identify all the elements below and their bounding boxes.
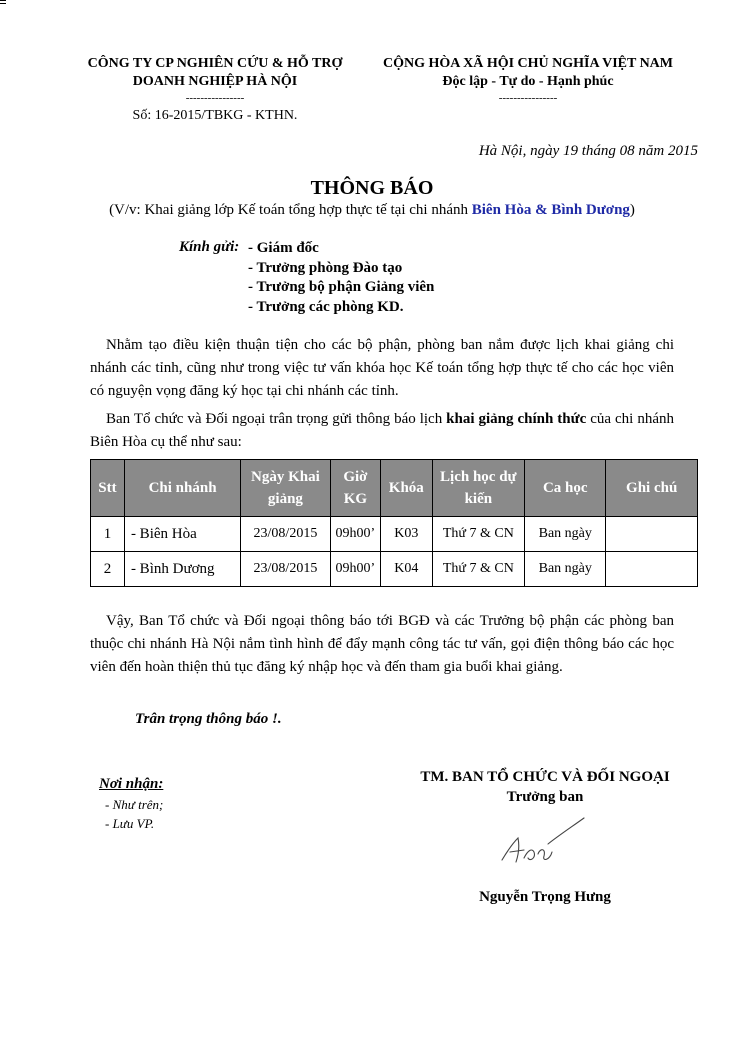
table-cell: Ban ngày	[525, 552, 606, 587]
paragraph-announcement	[90, 408, 674, 454]
table-cell: - Biên Hòa	[124, 517, 240, 552]
col-header: Lịch học dự kiến	[432, 460, 525, 517]
table-cell: Ban ngày	[525, 517, 606, 552]
header-right-dashes: ----------------	[498, 92, 558, 104]
header-left-dashes: ----------------	[185, 92, 245, 104]
col-header: Chi nhánh	[124, 460, 240, 517]
col-header: Khóa	[381, 460, 432, 517]
paragraph2-after: của chi nhánh Biên Hòa cụ thể như sau:	[90, 411, 674, 450]
schedule-table	[90, 459, 698, 587]
paragraph2-bold: khai giảng chính thức	[446, 411, 587, 427]
table-cell: Thứ 7 & CN	[432, 517, 525, 552]
recipient-item: - Giám đốc	[248, 240, 319, 256]
table-cell: Thứ 7 & CN	[432, 552, 525, 587]
receivers-list	[105, 795, 163, 833]
table-cell: - Bình Dương	[124, 552, 240, 587]
table-cell: K03	[381, 517, 432, 552]
recipient-item: - Trưởng bộ phận Giảng viên	[248, 279, 435, 295]
header-right	[368, 55, 688, 105]
table-row	[91, 517, 698, 552]
table-cell: 1	[91, 517, 125, 552]
nation-line2: Độc lập - Tự do - Hạnh phúc	[442, 74, 614, 89]
table-cell	[606, 517, 698, 552]
col-header: Giờ KG	[330, 460, 380, 517]
receivers-label: Nơi nhận:	[99, 776, 164, 792]
paragraph2-before: Ban Tổ chức và Đối ngoại trân trọng gửi thông báo lịch	[106, 411, 447, 427]
org-name-line2: DOANH NGHIỆP HÀ NỘI	[132, 74, 298, 89]
recipients-list	[248, 239, 434, 317]
table-cell: K04	[381, 552, 432, 587]
subject-suffix: )	[629, 202, 635, 218]
paragraph-intro: Nhằm tạo điều kiện thuận tiện cho các bộ phận, phòng ban nắm được lịch khai giảng chi nhánh các tỉnh, cũng như trong việc tư vấn khóa học Kế toán tổng hợp thực tế cho các học viên có nguyện vọng đăng ký học tại chi nhánh các tỉnh.	[90, 337, 674, 399]
closing-line: Trân trọng thông báo !.	[135, 711, 282, 727]
table-row	[91, 552, 698, 587]
doc-number: Số: 16-2015/TBKG - KTHN.	[132, 108, 298, 123]
receiver-item: - Như trên;	[105, 797, 164, 812]
col-header: Ngày Khai giảng	[241, 460, 331, 517]
table-cell: 09h00’	[330, 552, 380, 587]
recipient-item: - Trưởng phòng Đào tạo	[248, 259, 403, 276]
nation-line1: CỘNG HÒA XÃ HỘI CHỦ NGHĨA VIỆT NAM	[382, 56, 673, 71]
table-cell	[606, 552, 698, 587]
table-cell: 23/08/2015	[241, 517, 331, 552]
signature-org: TM. BAN TỔ CHỨC VÀ ĐỐI NGOẠI	[420, 769, 670, 785]
subject-branches: Biên Hòa & Bình Dương	[471, 202, 630, 218]
document-title: THÔNG BÁO	[310, 177, 434, 199]
col-header: Ghi chú	[606, 460, 698, 517]
date-line: Hà Nội, ngày 19 tháng 08 năm 2015	[478, 143, 698, 159]
col-header: Stt	[91, 460, 125, 517]
col-header: Ca học	[525, 460, 606, 517]
table-cell: 2	[91, 552, 125, 587]
table-cell: 23/08/2015	[241, 552, 331, 587]
corner-mark	[0, 0, 6, 7]
table-cell: 09h00’	[330, 517, 380, 552]
recipients-label: Kính gửi:	[179, 239, 240, 255]
subject-prefix: (V/v: Khai giảng lớp Kế toán tổng hợp thực tế tại chi nhánh	[109, 202, 472, 218]
handwritten-signature	[498, 808, 588, 874]
table-header-row	[91, 460, 698, 517]
signer-name: Nguyễn Trọng Hưng	[479, 889, 611, 905]
subject-line	[40, 202, 704, 219]
receiver-item: - Lưu VP.	[105, 816, 155, 831]
header-left	[70, 55, 360, 125]
signature-role: Trưởng ban	[506, 789, 584, 805]
org-name-line1: CÔNG TY CP NGHIÊN CỨU & HỖ TRỢ	[87, 56, 343, 71]
recipient-item: - Trưởng các phòng KD.	[248, 298, 404, 315]
paragraph-conclusion: Vậy, Ban Tổ chức và Đối ngoại thông báo tới BGĐ và các Trưởng bộ phận các phòng ban thuộc chi nhánh Hà Nội nắm tình hình để đẩy mạnh công tác tư vấn, gọi điện thông báo các học viên đến hoàn thiện thủ tục đăng ký nhập học và đến tham gia buổi khai giảng.	[90, 613, 674, 675]
